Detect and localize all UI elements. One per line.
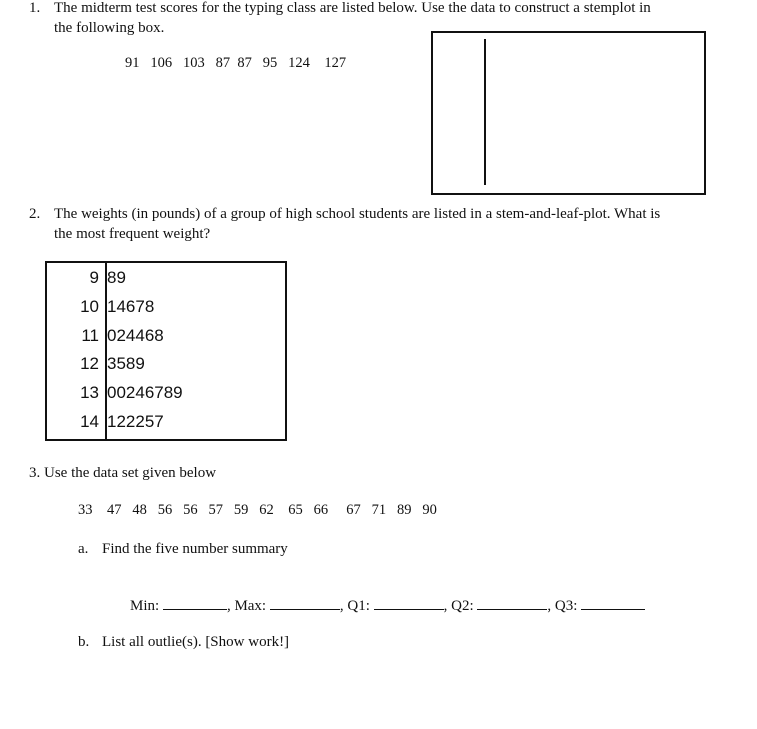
q1-scores: 91 106 103 87 87 95 124 127 (125, 55, 347, 71)
plot-row (47, 322, 285, 350)
q2-number: 2. (29, 206, 41, 222)
plot-leaves: 00246789 (107, 383, 183, 402)
max-label: , Max: (226, 598, 267, 614)
q3-answer-blank[interactable] (581, 595, 645, 610)
q2-label: , Q2: (443, 598, 474, 614)
q3-label: , Q3: (547, 598, 578, 614)
plot-stem: 13 (80, 383, 99, 402)
q1-prompt-line2: the following box. (54, 20, 165, 36)
plot-row (47, 264, 285, 292)
plot-leaves: 89 (107, 268, 126, 287)
q1-answer-blank[interactable] (374, 595, 444, 610)
plot-stem: 12 (80, 354, 99, 373)
stem-and-leaf-plot (45, 261, 287, 441)
plot-row (47, 350, 285, 378)
plot-stem: 14 (80, 412, 99, 431)
five-number-summary (130, 595, 645, 616)
min-answer-blank[interactable] (163, 595, 227, 610)
q3a-label: a. (78, 541, 89, 557)
q2-prompt-line2: the most frequent weight? (54, 226, 211, 242)
plot-leaves: 14678 (107, 297, 155, 316)
q2-prompt-line1: The weights (in pounds) of a group of high school students are listed in a stem-and-leaf-plot. What is (54, 206, 661, 222)
plot-row (47, 293, 285, 321)
q1-label: , Q1: (339, 598, 370, 614)
stemplot-divider-line (484, 39, 486, 185)
stemplot-answer-box[interactable] (431, 31, 706, 195)
q2-answer-blank[interactable] (477, 595, 547, 610)
max-answer-blank[interactable] (270, 595, 340, 610)
plot-leaves: 3589 (107, 354, 145, 373)
q3a-prompt: Find the five number summary (102, 541, 288, 557)
q3b-label: b. (78, 634, 90, 650)
q1-prompt-line1: The midterm test scores for the typing class are listed below. Use the data to construct a stemplot in (54, 0, 651, 16)
plot-row (47, 408, 285, 436)
q3b-prompt: List all outlie(s). [Show work!] (102, 634, 290, 650)
min-label: Min: (130, 598, 160, 614)
q3-intro: 3. Use the data set given below (29, 465, 217, 481)
plot-stem: 10 (80, 297, 99, 316)
plot-leaves: 024468 (107, 326, 164, 345)
plot-row (47, 379, 285, 407)
plot-stem: 9 (89, 268, 99, 287)
plot-stem: 11 (81, 326, 99, 345)
plot-leaves: 122257 (107, 412, 164, 431)
q3-data-set: 33 47 48 56 56 57 59 62 65 66 67 71 89 90 (78, 502, 437, 518)
q1-number: 1. (29, 0, 41, 16)
